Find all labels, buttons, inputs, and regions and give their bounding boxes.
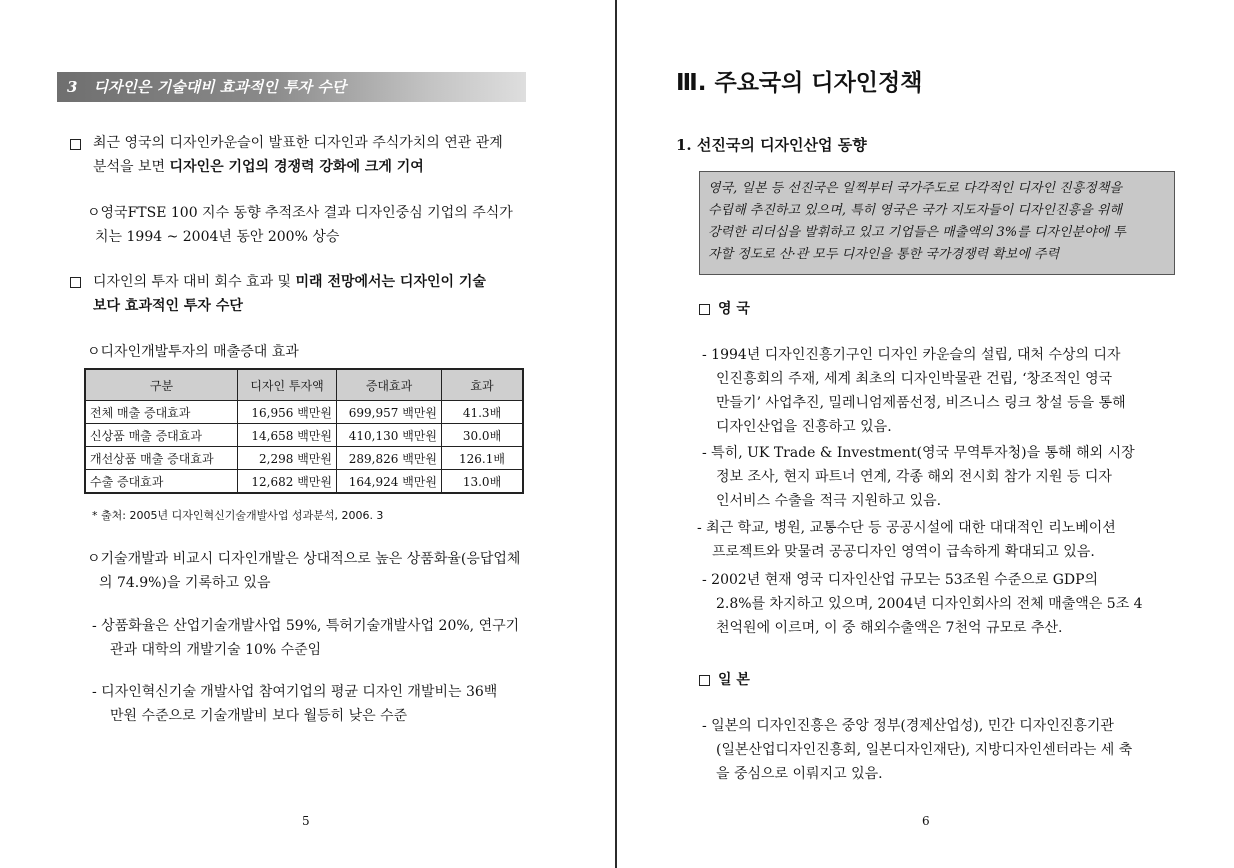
table-cell: 14,658 백만원 [238, 424, 337, 447]
list-item-line: 프로젝트와 맞물려 공공디자인 영역이 급속하게 확대되고 있음. [712, 544, 1095, 560]
paragraph-line: ㅇ영국FTSE 100 지수 동향 추적조사 결과 디자인중심 기업의 주식가 [87, 205, 513, 221]
list-item-line: 을 중심으로 이뤄지고 있음. [716, 766, 883, 782]
section-heading: 1. 선진국의 디자인산업 동향 [676, 136, 867, 154]
list-item-line: 인서비스 수출을 적극 지원하고 있음. [716, 493, 942, 509]
summary-line: 영국, 일본 등 선진국은 일찍부터 국가주도로 다각적인 디자인 진흥정책을 [708, 181, 1122, 196]
text-emphasis: 미래 전망에서는 디자인이 기술 [295, 274, 486, 290]
table-row [85, 401, 523, 424]
paragraph-line: 만원 수준으로 기술개발비 보다 월등히 낮은 수준 [110, 708, 408, 724]
paragraph-line: 최근 영국의 디자인카운슬이 발표한 디자인과 주식가치의 연관 관계 [93, 135, 503, 151]
checkbox-bullet-icon [70, 277, 81, 288]
page-number: 5 [302, 814, 310, 828]
page-number: 6 [922, 814, 930, 828]
table-cell: 12,682 백만원 [238, 470, 337, 494]
text-plain: 디자인의 투자 대비 회수 효과 및 [93, 274, 296, 290]
table-header-row [85, 369, 523, 401]
list-item-line: 2.8%를 차지하고 있으며, 2004년 디자인회사의 전체 매출액은 5조 4 [716, 596, 1143, 612]
table-cell: 수출 증대효과 [85, 470, 238, 494]
text-plain: 분석을 보면 [93, 159, 170, 175]
text-emphasis: 디자인은 기업의 경쟁력 강화에 크게 기여 [169, 159, 424, 175]
table-row [85, 424, 523, 447]
checkbox-bullet-icon [699, 304, 710, 315]
summary-line: 자할 정도로 산·관 모두 디자인을 통한 국가경쟁력 확보에 주력 [708, 247, 1060, 262]
list-item-line: - 최근 학교, 병원, 교통수단 등 공공시설에 대한 대대적인 리노베이션 [697, 520, 1116, 536]
summary-line: 강력한 리더십을 발휘하고 있고 기업들은 매출액의 3%를 디자인분야에 투 [708, 225, 1126, 240]
table-cell: 개선상품 매출 증대효과 [85, 447, 238, 470]
table-cell: 164,924 백만원 [337, 470, 442, 494]
table-cell: 신상품 매출 증대효과 [85, 424, 238, 447]
table-row [85, 447, 523, 470]
table-row [85, 470, 523, 494]
table-cell: 126.1배 [442, 447, 524, 470]
table-cell: 410,130 백만원 [337, 424, 442, 447]
table-cell: 41.3배 [442, 401, 524, 424]
list-item-line: 천억원에 이르며, 이 중 해외수출액은 7천억 규모로 추산. [716, 620, 1063, 636]
right-page [617, 0, 1234, 868]
table-header-cell: 효과 [442, 369, 524, 401]
paragraph-line [93, 157, 424, 177]
table-cell: 16,956 백만원 [238, 401, 337, 424]
checkbox-bullet-icon [70, 139, 81, 150]
table-cell: 전체 매출 증대효과 [85, 401, 238, 424]
paragraph-line: 보다 효과적인 투자 수단 [93, 298, 243, 314]
list-item-line: - 특히, UK Trade & Investment(영국 무역투자청)을 통해 해외 시장 [702, 445, 1135, 461]
table-caption: ㅇ디자인개발투자의 매출증대 효과 [87, 344, 299, 360]
table-header-cell: 디자인 투자액 [238, 369, 337, 401]
country-heading-uk: 영 국 [718, 301, 750, 317]
paragraph-line: - 디자인혁신기술 개발사업 참여기업의 평균 디자인 개발비는 36백 [92, 684, 498, 700]
paragraph-line: 관과 대학의 개발기술 10% 수준임 [110, 642, 322, 658]
list-item-line: - 2002년 현재 영국 디자인산업 규모는 53조원 수준으로 GDP의 [702, 572, 1099, 588]
table-cell: 13.0배 [442, 470, 524, 494]
investment-effect-table [84, 368, 524, 494]
table-cell: 699,957 백만원 [337, 401, 442, 424]
list-item-line: 만들기’ 사업추진, 밀레니엄제품선정, 비즈니스 링크 창설 등을 통해 [716, 395, 1126, 411]
table-cell: 289,826 백만원 [337, 447, 442, 470]
list-item-line: - 일본의 디자인진흥은 중앙 정부(경제산업성), 민간 디자인진흥기관 [702, 718, 1114, 734]
paragraph-line [93, 272, 486, 292]
section-number: 3 [67, 78, 78, 96]
list-item-line: 인진흥회의 주재, 세계 최초의 디자인박물관 건립, ‘창조적인 영국 [716, 371, 1113, 387]
summary-line: 수립해 추진하고 있으며, 특히 영국은 국가 지도자들이 디자인진흥을 위해 [708, 203, 1122, 218]
section-header-bar [57, 72, 526, 102]
table-source-note: * 출처: 2005년 디자인혁신기술개발사업 성과분석, 2006. 3 [92, 509, 384, 522]
chapter-title: Ⅲ. 주요국의 디자인정책 [676, 70, 923, 96]
checkbox-bullet-icon [699, 675, 710, 686]
paragraph-line: 의 74.9%)을 기록하고 있음 [99, 575, 271, 591]
paragraph-line: - 상품화율은 산업기술개발사업 59%, 특허기술개발사업 20%, 연구기 [92, 618, 520, 634]
paragraph-line: 치는 1994 ~ 2004년 동안 200% 상승 [95, 229, 340, 245]
list-item-line: - 1994년 디자인진흥기구인 디자인 카운슬의 설립, 대처 수상의 디자 [702, 347, 1121, 363]
table-header-cell: 구분 [85, 369, 238, 401]
table-header-cell: 증대효과 [337, 369, 442, 401]
list-item-line: 디자인산업을 진흥하고 있음. [716, 419, 892, 435]
paragraph-line: ㅇ기술개발과 비교시 디자인개발은 상대적으로 높은 상품화율(응답업체 [87, 551, 521, 567]
table-cell: 30.0배 [442, 424, 524, 447]
country-heading-japan: 일 본 [718, 672, 750, 688]
list-item-line: (일본산업디자인진흥회, 일본디자인재단), 지방디자인센터라는 세 축 [716, 742, 1133, 758]
section-title: 디자인은 기술대비 효과적인 투자 수단 [93, 78, 347, 96]
summary-box [699, 171, 1175, 275]
list-item-line: 정보 조사, 현지 파트너 연계, 각종 해외 전시회 참가 지원 등 디자 [716, 469, 1112, 485]
table-cell: 2,298 백만원 [238, 447, 337, 470]
